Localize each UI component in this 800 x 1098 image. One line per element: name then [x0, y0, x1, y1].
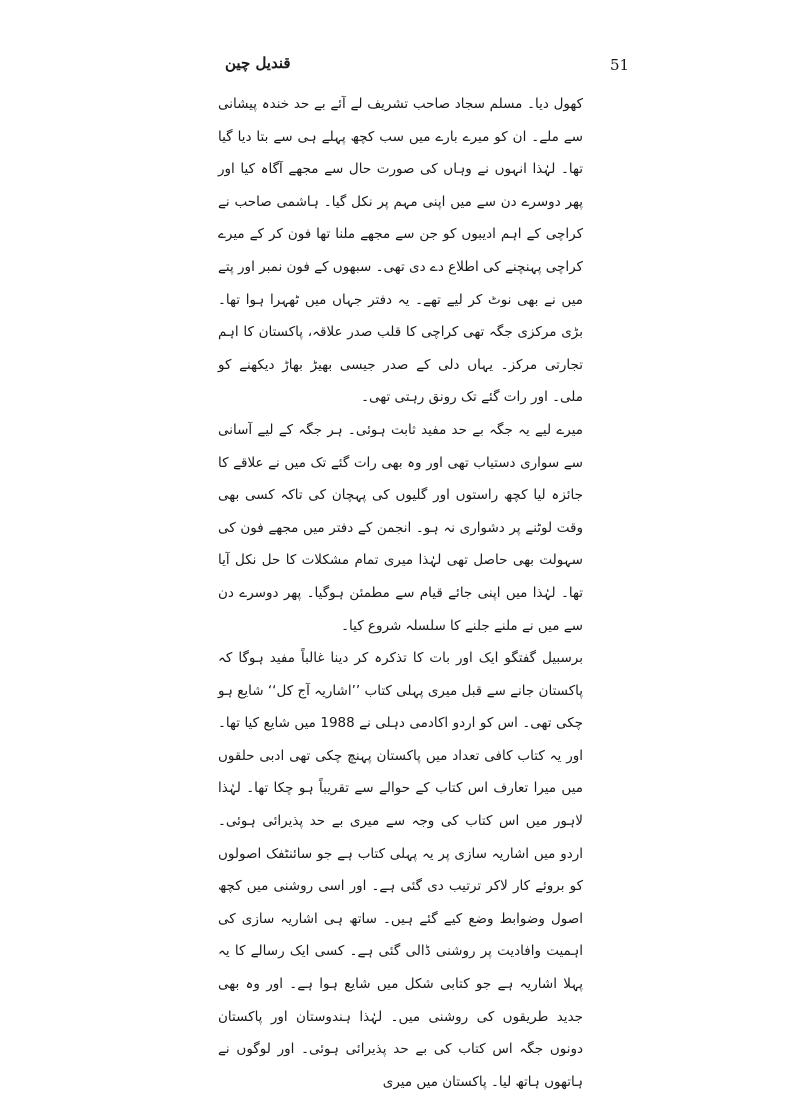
page-number: 51	[610, 56, 630, 74]
paragraph-2: میرے لیے یہ جگہ بے حد مفید ثابت ہوئی۔ ہر جگہ کے لیے آسانی سے سواری دستیاب تھی اور وہ بھی رات گئے تک میں نے علاقے کا جائزہ لیا کچھ راستوں اور گلیوں کی پہچان کی تاکہ کسی بھی وقت لوٹنے پر دشواری نہ ہو۔ انجمن کے دفتر میں مجھے فون کی سہولت بھی حاصل تھی لہٰذا میری تمام مشکلات کا حل نکل آیا تھا۔ لہٰذا میں اپنی جائے قیام سے مطمئن ہوگیا۔ پھر دوسرے دن سے میں نے ملنے جلنے کا سلسلہ شروع کیا۔	[218, 421, 583, 634]
paragraph-1: کھول دیا۔ مسلم سجاد صاحب تشریف لے آئے بے حد خندہ پیشانی سے ملے۔ ان کو میرے بارے میں سب کچھ پہلے ہی سے بتا دیا گیا تھا۔ لہٰذا انہوں نے وہاں کی صورت حال سے مجھے آگاہ کیا اور پھر دوسرے دن سے میں اپنی مہم پر نکل گیا۔ ہاشمی صاحب نے کراچی کے اہم ادیبوں کو جن سے مجھے ملنا تھا فون کر کے میرے کراچی پہنچنے کی اطلاع دے دی تھی۔ سبھوں کے فون نمبر اور پتے میں نے بھی نوٹ کر لیے تھے۔ یہ دفتر جہاں میں ٹھہرا ہوا تھا۔ بڑی مرکزی جگہ تھی کراچی کا قلب صدر علاقہ، پاکستان کا اہم تجارتی مرکز۔ یہاں دلی کے صدر جیسی بھیڑ بھاڑ دیکھنے کو ملی۔ اور رات گئے تک رونق رہتی تھی۔	[218, 96, 583, 406]
paragraph-3: برسبیل گفتگو ایک اور بات کا تذکرہ کر دینا غالباً مفید ہوگا کہ پاکستان جانے سے قبل میری پہلی کتاب ’’اشاریہ آج کل‘‘ شایع ہو چکی تھی۔ اس کو اردو اکادمی دہلی نے 1988 میں شایع کیا تھا۔ اور یہ کتاب کافی تعداد میں پاکستان پہنچ چکی تھی ادبی حلقوں میں میرا تعارف اس کتاب کے حوالے سے تقریباً ہو چکا تھا۔ لہٰذا لاہور میں اس کتاب کی وجہ سے میری بے حد پذیرائی ہوئی۔ اردو میں اشاریہ سازی پر یہ پہلی کتاب ہے جو سائنٹفک اصولوں کو بروئے کار لاکر ترتیب دی گئی ہے۔ اور اسی روشنی میں کچھ اصول وضوابط وضع کیے گئے ہیں۔ ساتھ ہی اشاریہ سازی کی اہمیت وافادیت پر روشنی ڈالی گئی ہے۔ کسی ایک رسالے کا یہ پہلا اشاریہ ہے جو کتابی شکل میں شایع ہوا ہے۔ اور وہ بھی جدید طریقوں کی روشنی میں۔ لہٰذا ہندوستان اور پاکستان دونوں جگہ اس کتاب کی بے حد پذیرائی ہوئی۔ اور لوگوں نے ہاتھوں ہاتھ لیا۔ پاکستان میں میری	[218, 650, 584, 1090]
page-header	[225, 40, 630, 80]
body-text	[218, 88, 583, 1098]
running-title: قندیل چین	[225, 54, 291, 72]
